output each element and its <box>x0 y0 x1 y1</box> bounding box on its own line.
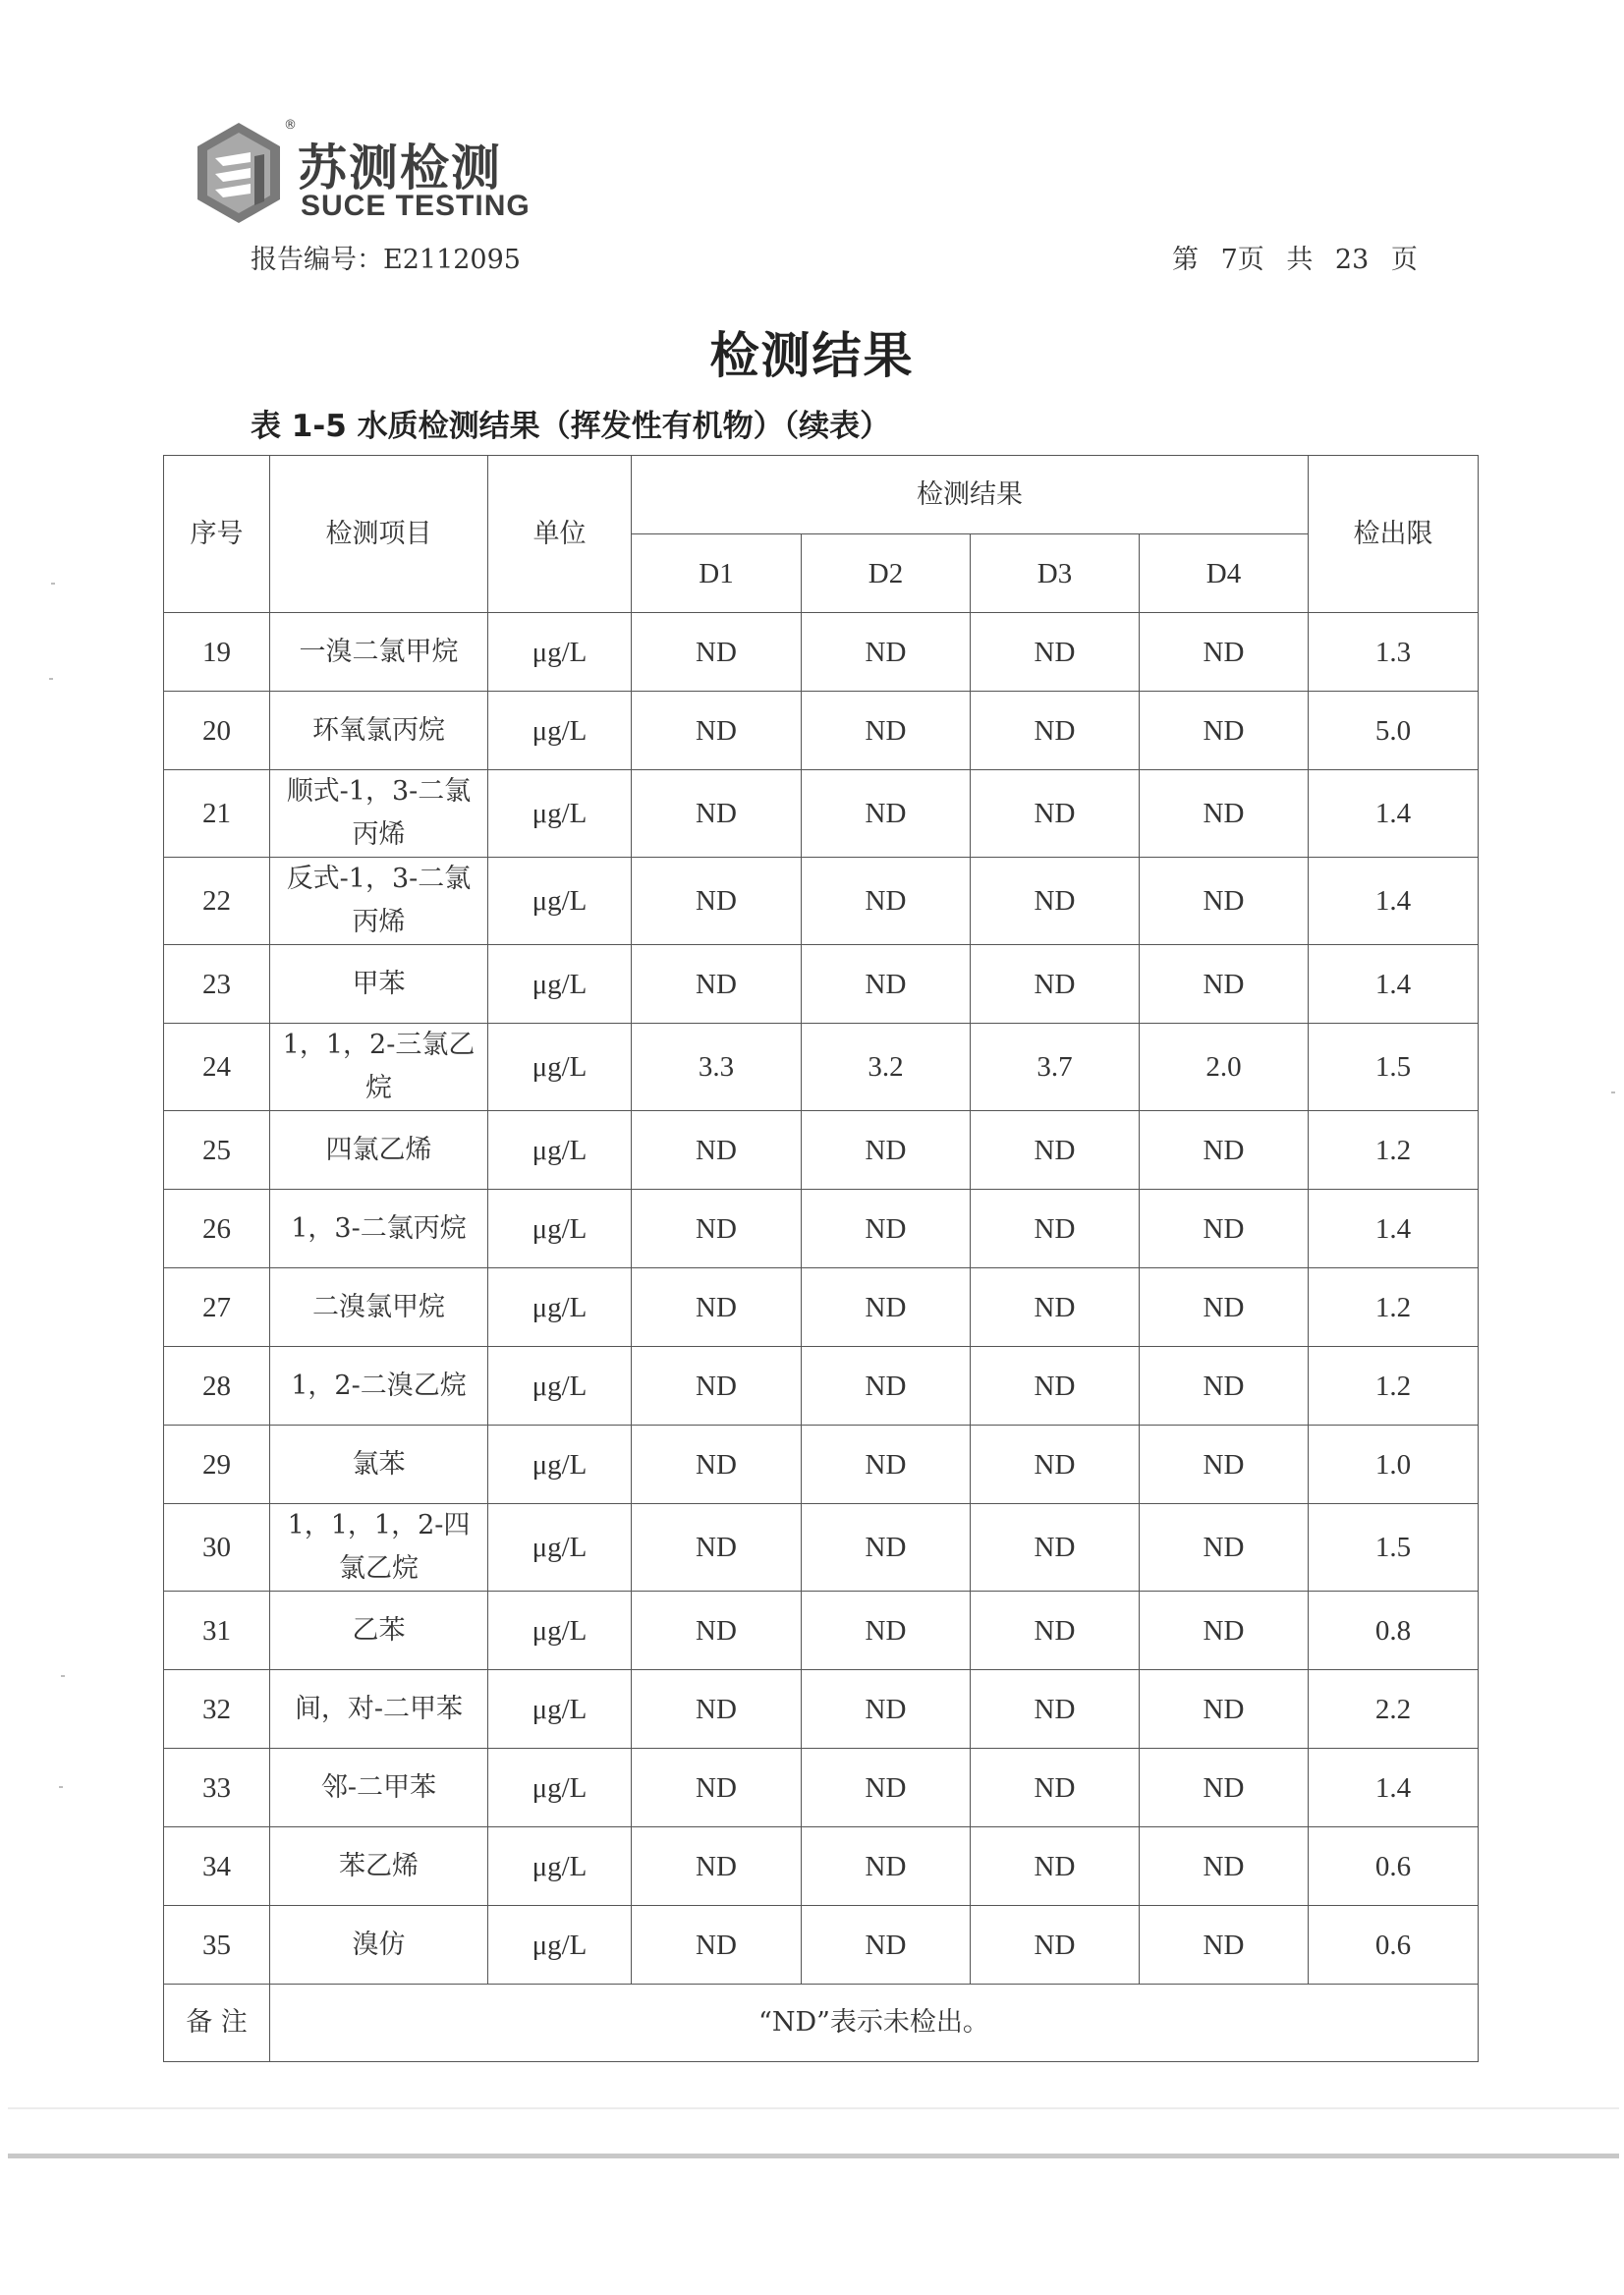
cell-limit: 1.4 <box>1309 770 1479 858</box>
cell-unit: μg/L <box>488 1347 632 1426</box>
header-limit: 检出限 <box>1309 456 1479 613</box>
cell-result-d2: ND <box>802 1504 971 1592</box>
cell-limit: 1.2 <box>1309 1111 1479 1190</box>
cell-limit: 1.0 <box>1309 1426 1479 1504</box>
cell-result-d4: ND <box>1140 1749 1309 1827</box>
cell-result-d1: ND <box>632 1347 802 1426</box>
cell-result-d1: ND <box>632 1592 802 1670</box>
cell-seq: 34 <box>164 1827 270 1906</box>
cell-unit: μg/L <box>488 1906 632 1985</box>
cell-result-d2: ND <box>802 1347 971 1426</box>
cell-result-d4: ND <box>1140 1592 1309 1670</box>
table-row <box>164 613 1479 692</box>
cell-limit: 0.8 <box>1309 1592 1479 1670</box>
scan-edge-line <box>8 2107 1619 2109</box>
cell-result-d4: ND <box>1140 1347 1309 1426</box>
cell-result-d2: ND <box>802 1268 971 1347</box>
cell-limit: 1.5 <box>1309 1024 1479 1111</box>
cell-result-d1: 3.3 <box>632 1024 802 1111</box>
cell-result-d3: ND <box>971 1347 1140 1426</box>
header-seq: 序号 <box>164 456 270 613</box>
scan-speck <box>61 1675 65 1677</box>
cell-result-d1: ND <box>632 1670 802 1749</box>
table-row <box>164 1592 1479 1670</box>
table-row <box>164 770 1479 858</box>
cell-result-d3: ND <box>971 1268 1140 1347</box>
table-row <box>164 1906 1479 1985</box>
table-row <box>164 945 1479 1024</box>
cell-result-d3: ND <box>971 945 1140 1024</box>
scan-edge-line <box>8 2154 1619 2158</box>
cell-item: 乙苯 <box>270 1592 488 1670</box>
table-caption: 表 1-5 水质检测结果（挥发性有机物）（续表） <box>251 409 891 444</box>
page-title: 检测结果 <box>709 327 915 384</box>
scan-speck <box>51 583 55 585</box>
results-table <box>163 455 1479 2062</box>
company-logo <box>190 115 531 243</box>
cell-item: 1，2-二溴乙烷 <box>270 1347 488 1426</box>
brand-name-en: SUCE TESTING <box>301 190 531 222</box>
cell-result-d2: ND <box>802 1426 971 1504</box>
cell-seq: 30 <box>164 1504 270 1592</box>
cell-result-d1: ND <box>632 1268 802 1347</box>
cell-result-d2: ND <box>802 1111 971 1190</box>
cell-seq: 27 <box>164 1268 270 1347</box>
cell-result-d3: ND <box>971 1426 1140 1504</box>
cell-limit: 0.6 <box>1309 1827 1479 1906</box>
cell-limit: 1.5 <box>1309 1504 1479 1592</box>
header-item: 检测项目 <box>270 456 488 613</box>
table-row <box>164 1347 1479 1426</box>
cell-result-d4: ND <box>1140 770 1309 858</box>
cell-result-d1: ND <box>632 1749 802 1827</box>
cell-seq: 25 <box>164 1111 270 1190</box>
cell-seq: 19 <box>164 613 270 692</box>
cell-result-d4: ND <box>1140 692 1309 770</box>
cell-unit: μg/L <box>488 1827 632 1906</box>
cell-unit: μg/L <box>488 770 632 858</box>
cell-item: 间，对-二甲苯 <box>270 1670 488 1749</box>
cell-item: 二溴氯甲烷 <box>270 1268 488 1347</box>
cell-result-d3: 3.7 <box>971 1024 1140 1111</box>
page-number: 第 7页 共 23 页 <box>1172 245 1418 275</box>
cell-result-d4: ND <box>1140 1906 1309 1985</box>
table-body <box>164 613 1479 1985</box>
cell-result-d4: ND <box>1140 1268 1309 1347</box>
registered-mark: ® <box>284 118 297 133</box>
cell-result-d2: ND <box>802 858 971 945</box>
cell-unit: μg/L <box>488 945 632 1024</box>
cell-result-d4: ND <box>1140 1504 1309 1592</box>
cell-result-d1: ND <box>632 1827 802 1906</box>
company-logo-icon <box>190 115 288 241</box>
cell-result-d1: ND <box>632 945 802 1024</box>
cell-result-d3: ND <box>971 1111 1140 1190</box>
remark-label: 备 注 <box>164 1985 270 2062</box>
cell-item: 邻-二甲苯 <box>270 1749 488 1827</box>
cell-result-d1: ND <box>632 613 802 692</box>
cell-seq: 20 <box>164 692 270 770</box>
cell-unit: μg/L <box>488 692 632 770</box>
cell-result-d3: ND <box>971 1670 1140 1749</box>
cell-seq: 21 <box>164 770 270 858</box>
cell-item: 1，3-二氯丙烷 <box>270 1190 488 1268</box>
cell-limit: 1.3 <box>1309 613 1479 692</box>
cell-result-d2: ND <box>802 692 971 770</box>
cell-result-d2: ND <box>802 1827 971 1906</box>
table-row <box>164 1426 1479 1504</box>
cell-unit: μg/L <box>488 1504 632 1592</box>
cell-result-d1: ND <box>632 1426 802 1504</box>
cell-result-d1: ND <box>632 1906 802 1985</box>
cell-item: 环氧氯丙烷 <box>270 692 488 770</box>
table-row <box>164 1111 1479 1190</box>
cell-unit: μg/L <box>488 1111 632 1190</box>
cell-unit: μg/L <box>488 1024 632 1111</box>
table-row <box>164 1190 1479 1268</box>
cell-seq: 28 <box>164 1347 270 1426</box>
cell-result-d2: ND <box>802 1906 971 1985</box>
cell-result-d1: ND <box>632 1111 802 1190</box>
cell-limit: 5.0 <box>1309 692 1479 770</box>
header-results: 检测结果 <box>632 456 1309 534</box>
scan-speck <box>59 1786 63 1788</box>
cell-result-d4: ND <box>1140 1111 1309 1190</box>
cell-seq: 24 <box>164 1024 270 1111</box>
cell-result-d1: ND <box>632 858 802 945</box>
cell-result-d4: ND <box>1140 858 1309 945</box>
header-sample-d4: D4 <box>1140 534 1309 613</box>
report-number: 报告编号：E2112095 <box>251 245 521 275</box>
cell-item: 氯苯 <box>270 1426 488 1504</box>
scan-speck <box>49 678 53 680</box>
table-row <box>164 1827 1479 1906</box>
cell-result-d2: ND <box>802 1190 971 1268</box>
cell-result-d1: ND <box>632 1190 802 1268</box>
cell-result-d2: 3.2 <box>802 1024 971 1111</box>
cell-result-d1: ND <box>632 692 802 770</box>
cell-limit: 1.4 <box>1309 1190 1479 1268</box>
cell-seq: 35 <box>164 1906 270 1985</box>
cell-result-d4: ND <box>1140 1190 1309 1268</box>
cell-seq: 31 <box>164 1592 270 1670</box>
table-row <box>164 1024 1479 1111</box>
cell-item: 甲苯 <box>270 945 488 1024</box>
cell-item: 溴仿 <box>270 1906 488 1985</box>
remark-text: “ND”表示未检出。 <box>270 1985 1479 2062</box>
cell-result-d4: ND <box>1140 1670 1309 1749</box>
cell-seq: 23 <box>164 945 270 1024</box>
cell-result-d4: ND <box>1140 613 1309 692</box>
cell-result-d3: ND <box>971 1504 1140 1592</box>
cell-limit: 1.4 <box>1309 1749 1479 1827</box>
cell-result-d3: ND <box>971 1827 1140 1906</box>
header-sample-d3: D3 <box>971 534 1140 613</box>
cell-item: 顺式-1，3-二氯丙烯 <box>270 770 488 858</box>
cell-result-d3: ND <box>971 858 1140 945</box>
cell-unit: μg/L <box>488 858 632 945</box>
cell-result-d2: ND <box>802 1592 971 1670</box>
cell-item: 反式-1，3-二氯丙烯 <box>270 858 488 945</box>
header-unit: 单位 <box>488 456 632 613</box>
cell-result-d1: ND <box>632 770 802 858</box>
cell-seq: 33 <box>164 1749 270 1827</box>
cell-item: 苯乙烯 <box>270 1827 488 1906</box>
cell-unit: μg/L <box>488 613 632 692</box>
cell-result-d2: ND <box>802 770 971 858</box>
cell-unit: μg/L <box>488 1190 632 1268</box>
cell-result-d3: ND <box>971 1190 1140 1268</box>
cell-result-d3: ND <box>971 770 1140 858</box>
header-sample-d1: D1 <box>632 534 802 613</box>
cell-unit: μg/L <box>488 1670 632 1749</box>
cell-seq: 29 <box>164 1426 270 1504</box>
cell-limit: 2.2 <box>1309 1670 1479 1749</box>
table-row <box>164 858 1479 945</box>
cell-result-d1: ND <box>632 1504 802 1592</box>
cell-unit: μg/L <box>488 1268 632 1347</box>
cell-limit: 1.2 <box>1309 1347 1479 1426</box>
cell-seq: 22 <box>164 858 270 945</box>
cell-limit: 1.4 <box>1309 945 1479 1024</box>
cell-item: 一溴二氯甲烷 <box>270 613 488 692</box>
cell-result-d2: ND <box>802 1670 971 1749</box>
cell-result-d4: 2.0 <box>1140 1024 1309 1111</box>
cell-unit: μg/L <box>488 1749 632 1827</box>
cell-result-d2: ND <box>802 945 971 1024</box>
cell-result-d4: ND <box>1140 1426 1309 1504</box>
cell-result-d4: ND <box>1140 1827 1309 1906</box>
brand-name-cn: 苏测检测 <box>298 140 502 196</box>
cell-result-d3: ND <box>971 692 1140 770</box>
cell-seq: 32 <box>164 1670 270 1749</box>
cell-result-d3: ND <box>971 613 1140 692</box>
cell-unit: μg/L <box>488 1426 632 1504</box>
cell-result-d2: ND <box>802 613 971 692</box>
cell-limit: 1.2 <box>1309 1268 1479 1347</box>
header-sample-d2: D2 <box>802 534 971 613</box>
cell-item: 四氯乙烯 <box>270 1111 488 1190</box>
cell-seq: 26 <box>164 1190 270 1268</box>
scan-speck <box>1611 1092 1615 1093</box>
table-row <box>164 692 1479 770</box>
cell-unit: μg/L <box>488 1592 632 1670</box>
cell-result-d3: ND <box>971 1906 1140 1985</box>
cell-result-d3: ND <box>971 1592 1140 1670</box>
cell-result-d2: ND <box>802 1749 971 1827</box>
cell-result-d4: ND <box>1140 945 1309 1024</box>
table-row <box>164 1670 1479 1749</box>
table-row <box>164 1749 1479 1827</box>
cell-item: 1，1，1，2-四氯乙烷 <box>270 1504 488 1592</box>
table-row <box>164 1504 1479 1592</box>
cell-limit: 0.6 <box>1309 1906 1479 1985</box>
table-row <box>164 1268 1479 1347</box>
cell-result-d3: ND <box>971 1749 1140 1827</box>
cell-item: 1，1，2-三氯乙烷 <box>270 1024 488 1111</box>
cell-limit: 1.4 <box>1309 858 1479 945</box>
